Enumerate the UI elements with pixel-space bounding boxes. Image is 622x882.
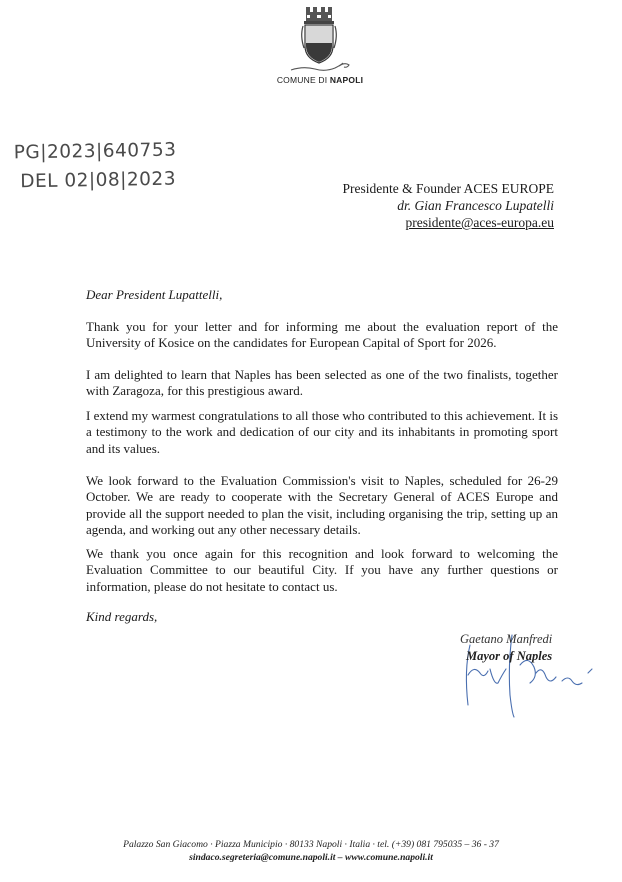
body-paragraph: I extend my warmest congratulations to all those who contributed to this achievement. It is a testimony to the work and dedication of our city and its inhabitants in promoting sport and its values.: [86, 408, 558, 456]
recipient-block: [343, 180, 555, 231]
recipient-email-link[interactable]: presidente@aces-europa.eu: [405, 215, 554, 230]
letterhead-brand-prefix: COMUNE DI: [276, 75, 330, 85]
footer-contacts: sindaco.segreteria@comune.napoli.it – www.comune.napoli.it: [189, 852, 433, 863]
footer-address: Palazzo San Giacomo · Piazza Municipio · 80133 Napoli · Italia · tel. (+39) 081 795035 – 36 - 37: [123, 839, 499, 850]
body-paragraph: We look forward to the Evaluation Commission's visit to Naples, scheduled for 26-29 October. We are ready to cooperate with the Secretary General of ACES Europe and provide all the support needed to plan the visit, including organising the trip, setting up an agenda, and working out any other necessary details.: [86, 473, 558, 537]
signer-title: Mayor of Naples: [466, 649, 553, 663]
body-paragraph: I am delighted to learn that Naples has been selected as one of the two finalists, together with Zaragoza, for this prestigious award.: [86, 367, 558, 399]
salutation: Dear President Lupattelli,: [86, 287, 223, 302]
letterhead-brand-name: NAPOLI: [329, 75, 364, 85]
protocol-date: DEL 02|08|2023: [20, 168, 177, 193]
protocol-stamp: [14, 136, 178, 197]
letterhead-brand: [260, 75, 380, 85]
body-paragraph: We thank you once again for this recognition and look forward to welcoming the Evaluation Committee to our beautiful City. If you have any further questions or information, please do not hesitate to contact us.: [86, 546, 558, 594]
signer-name: Gaetano Manfredi: [460, 632, 553, 646]
footer: [0, 838, 622, 864]
city-coat-of-arms-icon: [297, 6, 341, 68]
closing: Kind regards,: [86, 609, 158, 624]
recipient-name: dr. Gian Francesco Lupatelli: [397, 198, 554, 213]
recipient-title: Presidente & Founder ACES EUROPE: [342, 181, 554, 196]
body-paragraph: Thank you for your letter and for informing me about the evaluation report of the University of Kosice on the candidates for European Capital of Sport for 2026.: [86, 319, 558, 351]
protocol-number: PG|2023|640753: [13, 139, 177, 164]
wave-logo-icon: [289, 60, 353, 74]
